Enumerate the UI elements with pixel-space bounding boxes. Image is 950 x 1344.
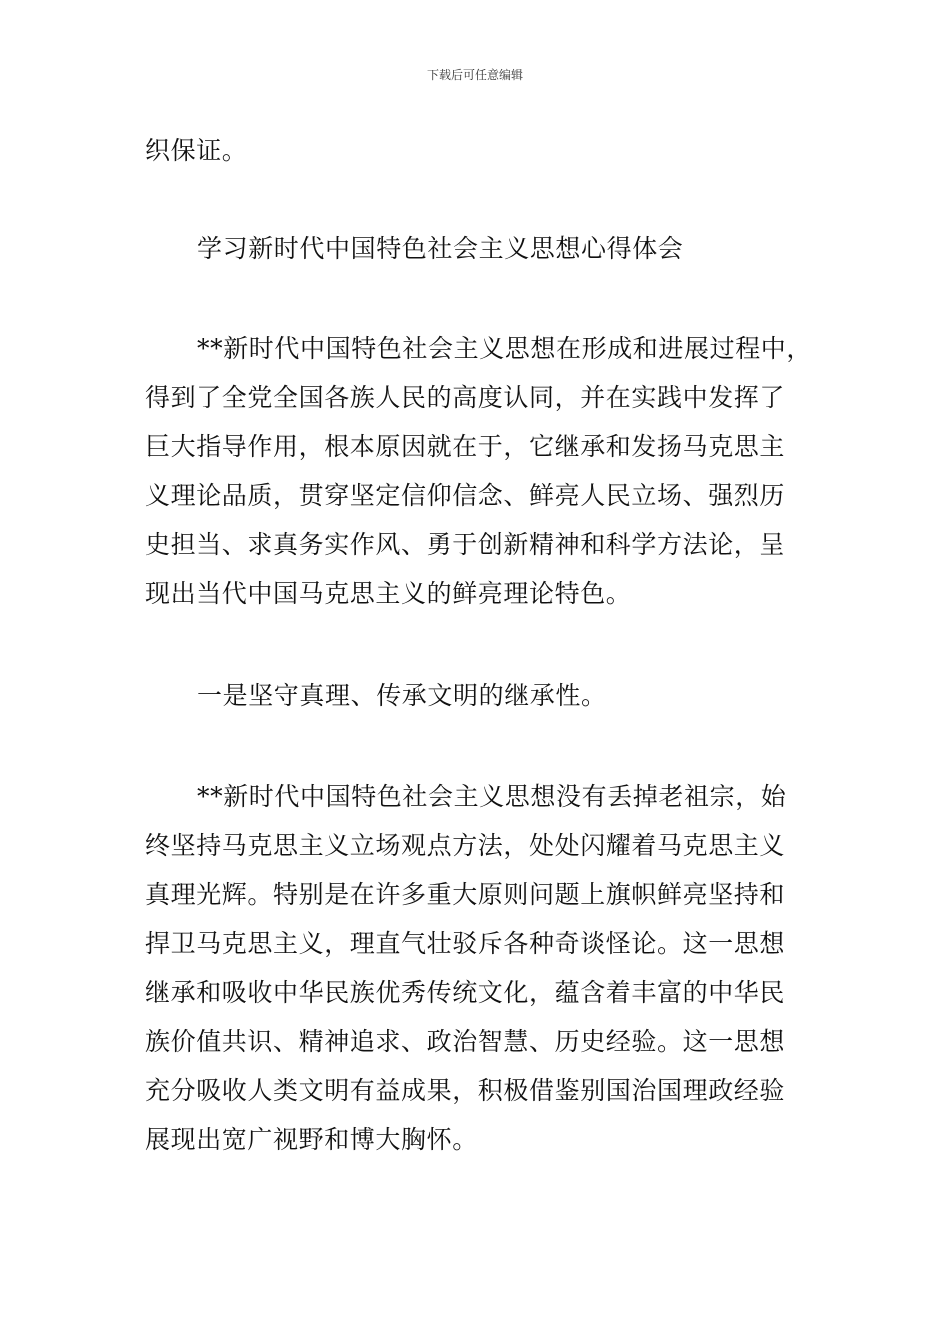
- section-heading: 一是坚守真理、传承文明的继承性。: [197, 681, 607, 710]
- article-title: 学习新时代中国特色社会主义思想心得体会: [197, 234, 684, 263]
- paragraph-line: **新时代中国特色社会主义思想在形成和进展过程中，: [197, 334, 813, 363]
- paragraph-line: 得到了全党全国各族人民的高度认同，并在实践中发挥了: [145, 383, 786, 412]
- paragraph-line: 终坚持马克思主义立场观点方法，处处闪耀着马克思主义: [145, 831, 786, 860]
- paragraph-line: 充分吸收人类文明有益成果，积极借鉴别国治国理政经验: [145, 1076, 786, 1105]
- paragraph-line: 织保证。: [145, 136, 248, 165]
- paragraph-line: 真理光辉。特别是在许多重大原则问题上旗帜鲜亮坚持和: [145, 880, 786, 909]
- page-header: 下载后可任意编辑: [426, 68, 523, 82]
- paragraph-line: 捍卫马克思主义，理直气壮驳斥各种奇谈怪论。这一思想: [145, 929, 786, 958]
- paragraph-line: 巨大指导作用，根本原因就在于，它继承和发扬马克思主: [145, 432, 786, 461]
- paragraph-line: 展现出宽广视野和博大胸怀。: [145, 1125, 478, 1154]
- paragraph-line: 史担当、求真务实作风、勇于创新精神和科学方法论，呈: [145, 530, 786, 559]
- paragraph-line: 继承和吸收中华民族优秀传统文化，蕴含着丰富的中华民: [145, 978, 786, 1007]
- paragraph-line: 族价值共识、精神追求、政治智慧、历史经验。这一思想: [145, 1027, 786, 1056]
- paragraph-line: 义理论品质，贯穿坚定信仰信念、鲜亮人民立场、强烈历: [145, 481, 786, 510]
- paragraph-line: 现出当代中国马克思主义的鲜亮理论特色。: [145, 579, 632, 608]
- paragraph-line: **新时代中国特色社会主义思想没有丢掉老祖宗，始: [197, 782, 787, 811]
